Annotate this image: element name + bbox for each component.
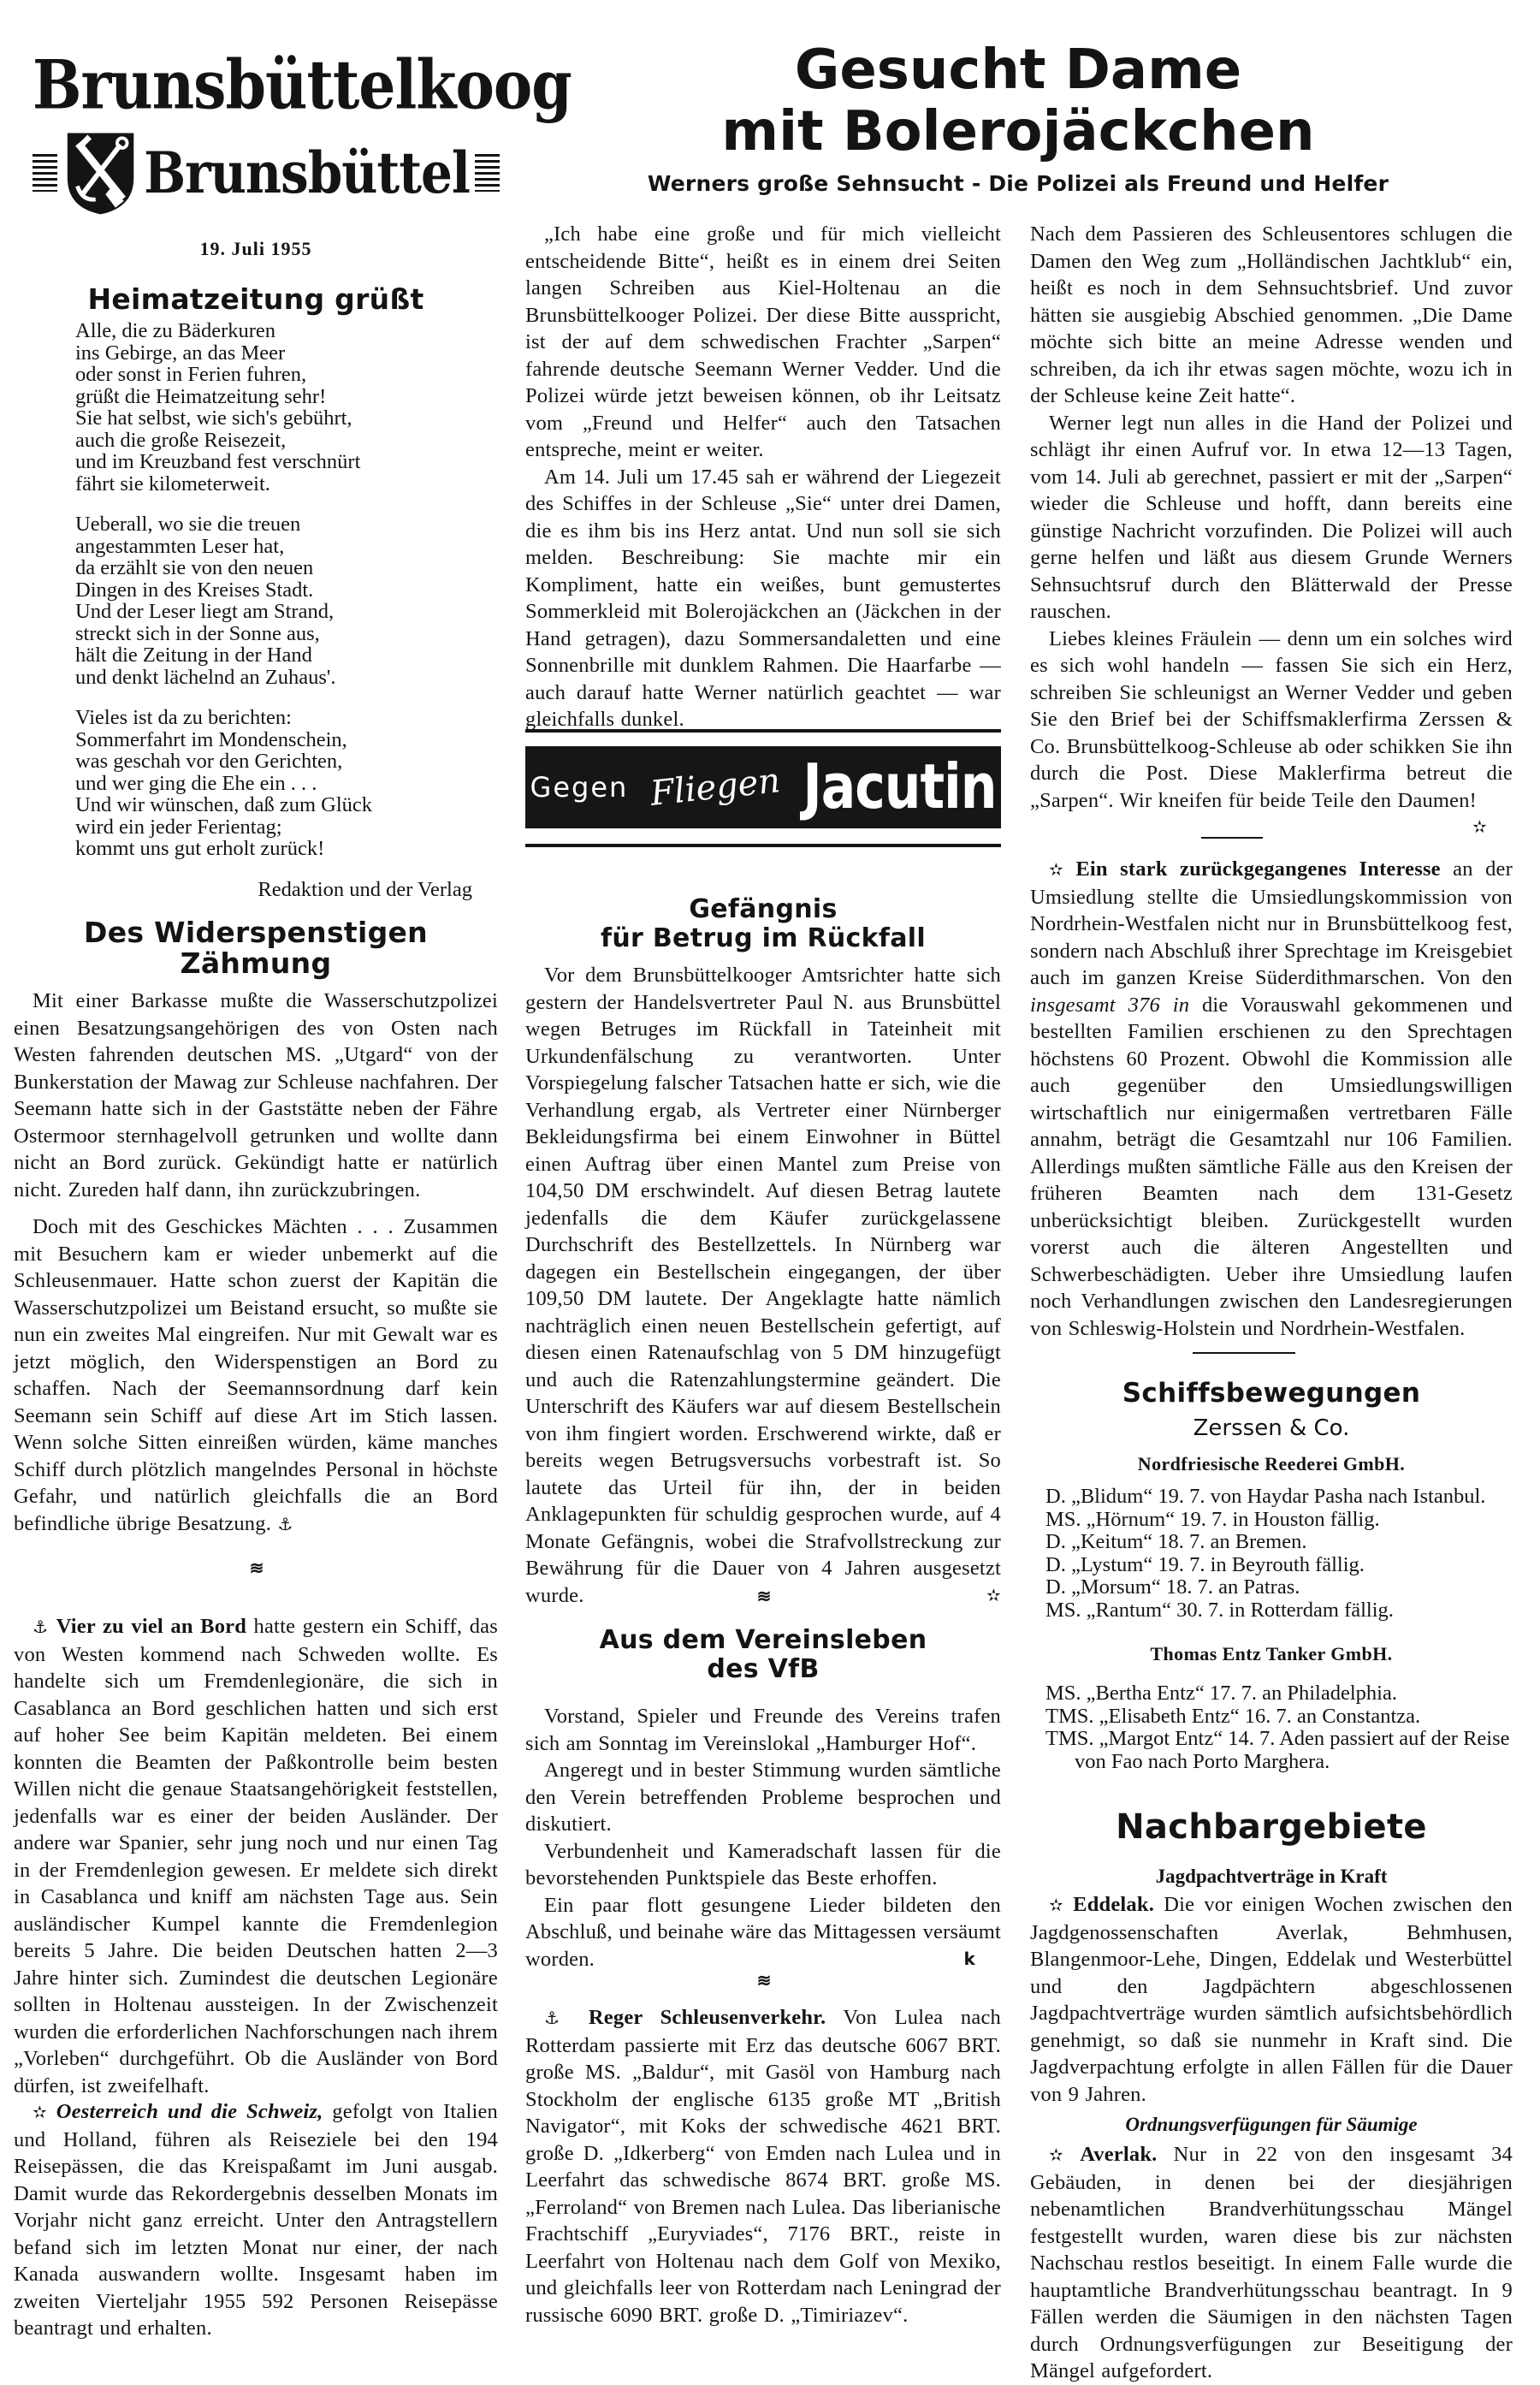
article-paragraph: Nach dem Passieren des Schleusentores schlugen die Damen den Weg zum „Holländischen Jachtklub“ ein, heißt es noch in dem Sehnsuchtsbrief. Und zuvor hätten sie ausgiebig Abschied genommen. „Die Dame möchte sich bitte an meine Adresse wenden und schreiben, da ich ihr etwas sagen möchte, wozu ich in der Schleuse keine Zeit hatte“. [1030, 222, 1513, 407]
poem-line: hält die Zeitung in der Hand [75, 644, 312, 667]
schiffsbewegungen-headline: Schiffsbewegungen [1122, 1378, 1421, 1409]
poem-line: Und wir wünschen, daß zum Glück [75, 793, 373, 816]
schleusenverkehr-article [525, 2004, 1001, 2329]
coat-of-arms-icon [62, 127, 139, 219]
poem-line: ins Gebirge, an das Meer [75, 341, 286, 365]
poem-line: wird ein jeder Ferientag; [75, 815, 282, 839]
vereinsleben-article [525, 1703, 1001, 1973]
issue-date: 19. Juli 1955 [199, 238, 312, 259]
jacutin-advertisement [525, 746, 1001, 828]
article-paragraph: Vorstand, Spieler und Freunde des Vereins trafen sich am Sonntag im Vereinslokal „Hamburger Hof“. [525, 1705, 1001, 1755]
star-icon: ✫ [986, 1584, 1001, 1605]
article-paragraph: „Ich habe eine große und für mich vielleicht entscheidende Bitte“, heißt es in einem drei Seiten langen Schreiben aus Kiel-Holtenau an die Brunsbüttelkooger Polizei. Der diese Bitte ausspricht, ist der auf dem schwedischen Frachter „Sarpen“ fahrende deutsche Seemann Werner Vedder. Und die Polizei würde jetzt beweisen können, ob ihr Leitsatz vom „Freund und Helfer“ auch den Tatsachen entspreche, meint er weiter. [525, 222, 1001, 461]
poem-line: und wer ging die Ehe ein . . . [75, 771, 317, 795]
runin-headline: Averlak. [1080, 2143, 1158, 2166]
runin-headline: Oesterreich und die Schweiz, [56, 2100, 323, 2123]
ad-brand-name: Jacutin [803, 751, 997, 823]
anchor-icon: ⚓ [33, 1617, 50, 1637]
ad-rule-top [525, 729, 1001, 733]
ribbon-right-ornament [475, 154, 500, 192]
gesucht-article-part2 [1030, 221, 1513, 841]
jagd-subheadline: Jagdpachtverträge in Kraft [1155, 1866, 1388, 1887]
umsiedlung-article [1030, 856, 1513, 1342]
ship-list-item: TMS. „Elisabeth Entz“ 16. 7. an Constantza. [1045, 1704, 1421, 1728]
article-paragraph: Mit einer Barkasse mußte die Wasserschutzpolizei einen Besatzungsangehörigen des von Osten nach Westen fahrenden deutschen MS. „Utgard“ von der Bunkerstation der Mawag zur Schleuse nachfahren. Der Seemann hatte sich in der Gaststätte neben der Fähre Ostermoor sternhagelvoll getrunken und wollte dann nicht an Bord zurück. Gekündigt hatte er natürlich nicht. Zureden half dann, ihn zurückzubringen. [14, 989, 498, 1201]
vier-zu-viel-article [14, 1613, 498, 2099]
shipping-agent: Zerssen & Co. [1193, 1415, 1350, 1441]
poem-line: oder sonst in Ferien fuhren, [75, 363, 307, 386]
poem-stanza [75, 707, 486, 860]
article-paragraph: Am 14. Juli um 17.45 sah er während der Liegezeit des Schiffes in der Schleuse „Sie“ unter drei Damen, die es ihm bis ins Herz antat. Und nun soll sie sich melden. Beschreibung: Sie machte mir ein Kompliment, hatte ein weißes, bunt gemustertes Sommerkleid mit Bolerojäckchen an (Jäckchen in der Hand getragen), dazu Sommersandaletten und eine Sonnenbrille mit dunklem Rahmen. Die Haarfarbe — auch darauf hatte Werner natürlich geachtet — war gleichfalls dunkel. [525, 465, 1001, 731]
poem-line: streckt sich in der Sonne aus, [75, 621, 320, 645]
wave-separator-icon: ≋ [756, 1972, 770, 1990]
article-paragraph: Doch mit des Geschickes Mächten . . . Zusammen mit Besuchern kam er wieder unbemerkt auf die Schleusenmauer. Hatte schon zuerst der Kapitän die Wasserschutzpolizei um Beistand ersucht, so mußte sie nun ein zweites Mal eingreifen. Nur mit Gewalt war es jetzt möglich, den Widerspenstigen an Bord zu schaffen. Nach der Seemannsordnung darf kein Seemann sein Schiff auf diese Art im Stich lassen. Wenn solche Sitten einreißen würden, käme manches Schiff durch plötzlich mangelndes Personal in höchste Gefahr, und natürlich gleichfalls die an Bord befindliche übrige Besatzung. ⚓ [14, 1215, 498, 1535]
article-paragraph: Werner legt nun alles in die Hand der Polizei und schlägt ihr einen Aufruf vor. In etwa 12—13 Tagen, vom 14. Juli ab gerechnet, passiert er mit der „Sarpen“ wieder die Schleuse und hofft, dann bereits eine günstige Nachricht vorzufinden. Die Polizei will auch gerne helfen und läßt aus diesem Grunde Werners Sehnsuchtsruf durch den Blätterwald der Presse rauschen. [1030, 411, 1513, 623]
poem-line: kommt uns gut erholt zurück! [75, 837, 325, 860]
poem-stanza [75, 513, 486, 688]
star-icon: ✫ [1472, 816, 1487, 837]
anchor-icon: ⚓ [277, 1513, 293, 1534]
ad-script-word: Fliegen [649, 761, 783, 814]
poem-line: auch die große Reisezeit, [75, 428, 287, 452]
vereinsleben-headline: Aus dem Vereinsleben des VfB [599, 1625, 927, 1684]
ad-rule-bottom [525, 844, 1001, 847]
star-icon: ✫ [33, 2102, 47, 2122]
poem-line: was geschah vor den Gerichten, [75, 750, 343, 773]
gefaengnis-article [525, 962, 1001, 1609]
ship-list-item: MS. „Bertha Entz“ 17. 7. an Philadelphia. [1045, 1682, 1397, 1705]
article-paragraph: Ein paar flott gesungene Lieder bildeten den Abschluß, und beinahe wäre das Mittagessen versäumt worden. k [525, 1892, 1001, 1973]
masthead-title-line2: Brunsbüttel [144, 139, 470, 207]
poem-line: angestammten Leser hat, [75, 534, 285, 558]
poem-line: Sommerfahrt im Mondenschein, [75, 727, 347, 751]
shipping-company-heading: Nordfriesische Reederei GmbH. [1137, 1453, 1406, 1474]
ship-list-item: MS. „Rantum“ 30. 7. in Rotterdam fällig. [1045, 1598, 1394, 1622]
heimatzeitung-headline: Heimatzeitung grüßt [87, 282, 424, 316]
star-icon: ✫ [1049, 859, 1063, 880]
poem-line: Und der Leser liegt am Strand, [75, 600, 335, 623]
heimatzeitung-poem [75, 320, 486, 879]
gefaengnis-headline: Gefängnis für Betrug im Rückfall [601, 894, 926, 953]
article-paragraph: Angeregt und in bester Stimmung wurden sämtliche den Verein betreffenden Probleme besprochen und diskutiert. [525, 1759, 1001, 1836]
ship-list [1045, 1486, 1513, 1622]
poem-line: Dingen in des Kreises Stadt. [75, 578, 314, 602]
runin-headline: Eddelak. [1073, 1893, 1155, 1916]
nachbargebiete-headline: Nachbargebiete [1116, 1807, 1427, 1847]
ship-list [1045, 1682, 1513, 1773]
ship-list-item: D. „Keitum“ 18. 7. an Bremen. [1045, 1530, 1307, 1553]
ordnung-subheadline: Ordnungsverfügungen für Säumige [1125, 2114, 1418, 2135]
star-icon: ✫ [1049, 1895, 1063, 1915]
poem-signature: Redaktion und der Verlag [258, 878, 472, 901]
shipping-company-heading: Thomas Entz Tanker GmbH. [1150, 1643, 1393, 1664]
wave-separator-icon: ≋ [249, 1559, 263, 1578]
article-paragraph: Verbundenheit und Kameradschaft lassen für die bevorstehenden Punktspiele das Beste erhoffen. [525, 1839, 1001, 1890]
article-paragraph: Liebes kleines Fräulein — denn um ein solches wird es sich wohl handeln — fassen Sie sich ein Herz, schreiben Sie schleunigst an Werner Vedder und geben Sie den Brief bei der Schiffsmaklerfirma Zerssen & Co. Brunsbüttelkoog-Schleuse ab oder schikken Sie ihn durch die Post. Diese Maklerfirma betreut die „Sarpen“. Wir kneifen für beide Teile den Daumen! ✫ [1030, 626, 1513, 815]
article-paragraph: Vor dem Brunsbüttelkooger Amtsrichter hatte sich gestern der Handelsvertreter Paul N. aus Brunsbüttel wegen Betruges im Rückfall in Tateinheit mit Urkundenfälschung zu verantworten. Unter Vorspiegelung falscher Tatsachen hatte er sich, wie die Verhandlung ergab, als Vertreter einer Nürnberger Bekleidungsfirma bei einem Einwohner in Büttel einen Auftrag über einen Mantel zum Preise von 104,50 DM erschwindelt. Auf diesen Betrag lautete jedenfalls die dem Käufer zurückgelassene Durchschrift des Bestellzettels. In Nürnberg war dagegen ein Bestellschein eingegangen, der über 109,50 DM lautete. Der Angeklagte hatte nämlich nachträglich einen neuen Bestellschein gefertigt, auf diesen einen Ratenaufschlag von 5 DM hinzugefügt und auch die Ratenzahlungstermine geändert. Die Unterschrift des Käufers war auf diesem Bestellschein von ihm fingiert worden. Erschwerend wirkte, daß er bereits wegen Betrugsversuchs vorbestraft ist. So lautete das Urteil für ihn, der in beiden Anklagepunkten für schuldig gesprochen wurde, auf 4 Monate Gefängnis, wobei die Strafvollstreckung zur Bewährung für die Dauer von 4 Jahren ausgesetzt wurde. ✫ [525, 962, 1001, 1609]
poem-line: fährt sie kilometerweit. [75, 472, 270, 495]
ship-list-item: D. „Morsum“ 18. 7. an Patras. [1045, 1575, 1300, 1599]
divider-rule [1193, 1352, 1295, 1354]
widerspenstigen-headline: Des Widerspenstigen Zähmung [84, 916, 428, 980]
divider-rule [1201, 837, 1263, 839]
star-icon: ✫ [1049, 2145, 1063, 2165]
masthead-row2 [33, 127, 500, 219]
article-paragraph: ⚓ Vier zu viel an Bord hatte gestern ein Schiff, das von Westen kommend nach Schweden wollte. Es handelte sich um Fremdenlegionäre, die sich in Casablanca an Bord geschlichen hatten und sich erst auf hoher See beim Kapitän meldeten. Bei einem konnten die Beamten der Paßkontrolle beim besten Willen nicht die genaue Staatsangehörigkeit feststellen, jedenfalls war es einer der beiden Ausländer. Der andere war Spanier, sehr jung noch und nur einen Tag in der Fremdenlegion gewesen. Er meldete sich direkt in Casablanca und kniff am nächsten Tage aus. Sein ausländischer Kumpel kannte die Fremdenlegion bereits 5 Jahre. Die beiden Deutschen hatten 2—3 Jahre hinter sich. Zumindest die deutschen Legionäre sollten in Holtenau aussteigen. In der Zwischenzeit wurden die erforderlichen Nachforschungen nach ihrem „Vorleben“ durchgeführt. Ob die Ausländer von Bord dürfen, ist zweifelhaft. [14, 1615, 498, 2097]
jagd-article [1030, 1891, 1513, 2108]
wave-separator-icon: ≋ [756, 1587, 770, 1606]
anchor-icon: ⚓ [544, 2008, 572, 2028]
poem-line: Sie hat selbst, wie sich's gebührt, [75, 406, 352, 430]
poem-line: und denkt lächelnd an Zuhaus'. [75, 665, 336, 689]
gesucht-subheadline: Werners große Sehnsucht - Die Polizei als Freund und Helfer [647, 171, 1389, 196]
ship-list-item: D. „Lystum“ 19. 7. in Beyrouth fällig. [1045, 1552, 1365, 1576]
poem-line: grüßt die Heimatzeitung sehr! [75, 384, 327, 408]
article-paragraph: ✫ Oesterreich und die Schweiz, gefolgt von Italien und Holland, führen als Reiseziele bei den 194 Reisepässen, die das Kreispaßamt im Juni ausgab. Damit wurde das Rekordergebnis desselben Monats im Vorjahr nicht ganz erreicht. Unter den Antragstellern befand sich im letzten Monat nur einer, der nach Kanada auswandern wollte. Insgesamt haben im zweiten Vierteljahr 1955 592 Personen Reisepässe beantragt und erhalten. [14, 2100, 499, 2340]
poem-line: da erzählt sie von den neuen [75, 556, 314, 579]
runin-headline: Ein stark zurückgegangenes Interesse [1075, 857, 1441, 881]
masthead-title-line1: Brunsbüttelkoog [33, 46, 572, 125]
ship-list-item: D. „Blidum“ 19. 7. von Haydar Pasha nach Istanbul. [1045, 1485, 1486, 1508]
ad-prefix: Gegen [530, 771, 629, 804]
runin-headline: Reger Schleusenverkehr. [588, 2006, 826, 2029]
poem-line: Vieles ist da zu berichten: [75, 706, 292, 729]
poem-stanza [75, 320, 486, 495]
runin-headline: Vier zu viel an Bord [56, 1615, 247, 1638]
article-paragraph: ✫ Ein stark zurückgegangenes Interesse an der Umsiedlung stellte die Umsiedlungskommission von Nordrhein-Westfalen nicht nur in Brunsbüttelkoog fest, sondern nach Abschluß ihrer Sprechtage im Kreisgebiet auch im ganzen Kreise Süderdithmarschen. Von den insgesamt 376 in die Vorauswahl gekommenen und bestellten Familien erschienen zu den Sprechtagen höchstens 60 Prozent. Obwohl die Kommission alle auch gegenüber den Umsiedlungswilligen wirtschaftlich nur einigermaßen vertretbaren Fälle annahm, beträgt die Gesamtzahl nur 106 Familien. Allerdings mußten sämtliche Fälle aus den Kreisen der früheren Beamten nach dem 131-Gesetz unberücksichtigt bleiben. Zurückgestellt wurden vorerst auch die älteren Angestellten und Schwerbeschädigten. Ueber ihre Umsiedlung laufen noch Verhandlungen zwischen den Landesregierungen von Schleswig-Holstein und Nordrhein-Westfalen. [1030, 857, 1513, 1340]
ribbon-left-ornament [33, 154, 57, 192]
article-paragraph: ✫ Eddelak. Die vor einigen Wochen zwischen den Jagdgenossenschaften Averlak, Behmhusen, Blangenmoor-Lehe, Dingen, Eddelak und Westerbüttel und den Jagdpächtern abgeschlossenen Jagdpachtverträge wurden sämtlich aufsichtsbehördlich genehmigt, so daß sie nunmehr in Kraft sind. Die Jagdverpachtung erfolgte in allen Fällen für die Dauer von 9 Jahren. [1030, 1893, 1513, 2106]
ordnung-article [1030, 2141, 1513, 2385]
article-paragraph: ✫ Averlak. Nur in 22 von den insgesamt 34 Gebäuden, in denen bei der diesjährigen nebenamtlichen Brandverhütungsschau Mängel festgestellt wurden, waren diese bis zur nächsten Nachschau restlos beseitigt. In einem Falle wurde die hauptamtliche Brandverhütungsschau beantragt. In 9 Fällen werden die Säumigen in den nächsten Tagen durch Ordnungsverfügungen zur Beseitigung der Mängel aufgefordert. [1030, 2143, 1513, 2382]
gesucht-article-part1 [525, 221, 1001, 733]
poem-line: und im Kreuzband fest verschnürt [75, 450, 361, 473]
oesterreich-article [14, 2098, 498, 2342]
gesucht-headline: Gesucht Dame mit Bolerojäckchen [721, 39, 1315, 163]
widerspenstigen-article [14, 988, 498, 1538]
poem-line: Alle, die zu Bäderkuren [75, 319, 276, 342]
ship-list-item: MS. „Hörnum“ 19. 7. in Houston fällig. [1045, 1507, 1380, 1531]
ship-list-item: TMS. „Margot Entz“ 14. 7. Aden passiert auf der Reise von Fao nach Porto Marghera. [1045, 1727, 1510, 1773]
poem-line: Ueberall, wo sie die treuen [75, 513, 301, 536]
article-paragraph: ⚓ Reger Schleusenverkehr. Von Lulea nach Rotterdam passierte mit Erz das deutsche 6067 BRT. große MS. „Baldur“, mit Gasöl von Hamburg nach Stockholm der englische 6135 große MT „British Navigator“, mit Koks der schwedische 4621 BRT. große D. „Idkerberg“ von Emden nach Lulea und in Leerfahrt das schwedische 8674 BRT. große MS. „Ferroland“ von Bremen nach Lulea. Das liberianische Frachtschiff „Euryviades“, 7176 BRT., reiste in Leerfahrt von Holtenau nach dem Golf von Mexiko, und gleichfalls leer von Rotterdam nach Leningrad der russische 6090 BRT. große D. „Timiriazev“. [525, 2006, 1001, 2327]
author-mark: k [963, 1948, 975, 1969]
masthead [33, 46, 572, 219]
